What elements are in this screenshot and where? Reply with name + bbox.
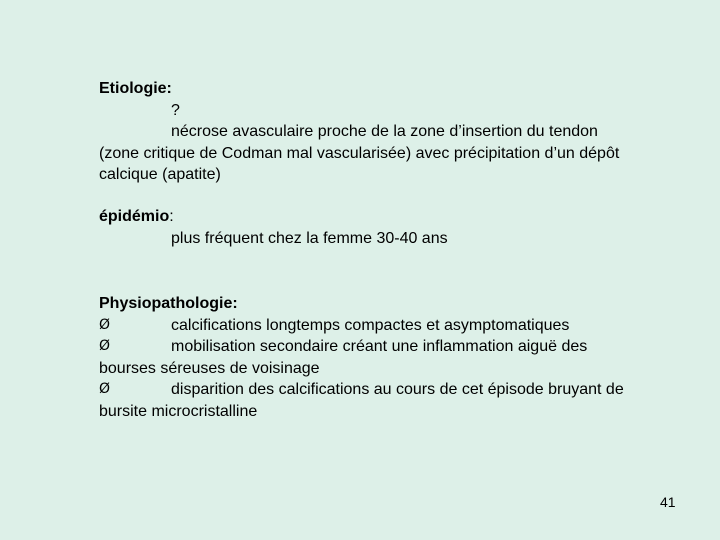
epidemio-heading: épidémio xyxy=(99,208,170,225)
physio-item-2-continuation: bourses séreuses de voisinage xyxy=(99,359,320,377)
etiologie-line-3: calcique (apatite) xyxy=(99,166,221,183)
etiologie-question: ? xyxy=(171,101,180,119)
epidemio-colon: : xyxy=(169,208,174,225)
physio-item-3 xyxy=(99,379,689,401)
epidemio-section xyxy=(99,206,689,249)
etiologie-section xyxy=(99,78,689,186)
physio-item-1-text: calcifications longtemps compactes et asymptomatiques xyxy=(171,316,570,334)
physio-item-3-continuation: bursite microcristalline xyxy=(99,402,258,420)
etiologie-line-2: (zone critique de Codman mal vascularisée) avec précipitation d’un dépôt xyxy=(99,144,620,162)
physio-item-1 xyxy=(99,315,689,337)
physio-item-2 xyxy=(99,336,689,358)
etiologie-heading: Etiologie: xyxy=(99,80,172,97)
arrow-bullet-icon: Ø xyxy=(99,316,111,333)
physio-section xyxy=(99,293,689,422)
etiologie-line-1: nécrose avasculaire proche de la zone d’insertion du tendon xyxy=(171,123,598,140)
physio-item-3-text: disparition des calcifications au cours de cet épisode bruyant de xyxy=(171,381,624,398)
page-number: 41 xyxy=(660,494,676,510)
epidemio-text: plus fréquent chez la femme 30-40 ans xyxy=(171,229,448,247)
physio-item-2-text: mobilisation secondaire créant une inflammation aiguë des xyxy=(171,338,588,355)
physio-heading: Physiopathologie: xyxy=(99,295,238,312)
arrow-bullet-icon: Ø xyxy=(99,338,111,354)
arrow-bullet-icon: Ø xyxy=(99,381,111,397)
